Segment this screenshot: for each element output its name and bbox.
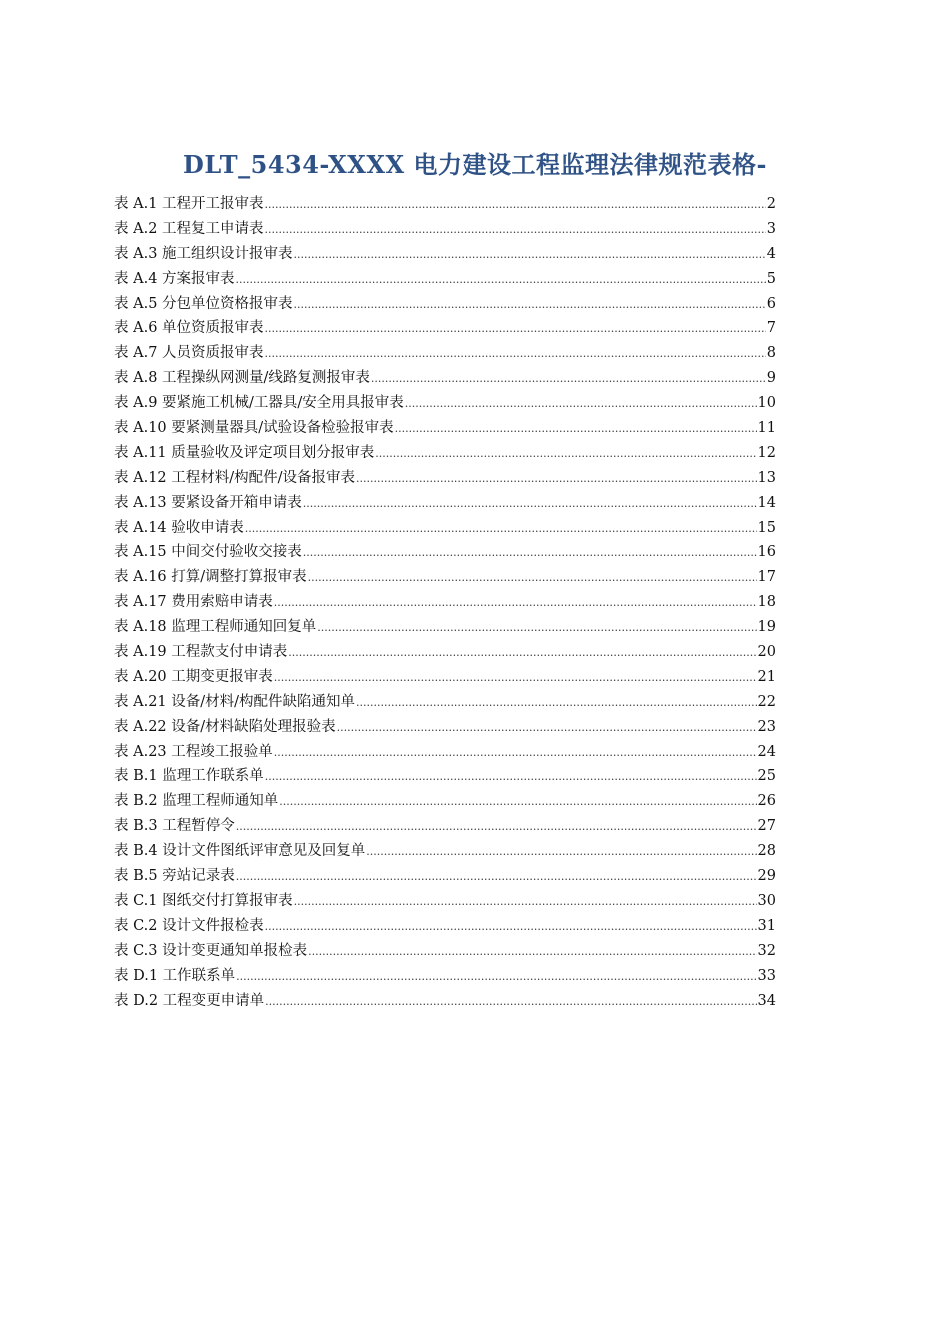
toc-dot-leader [265, 990, 756, 1015]
toc-dot-leader [265, 342, 766, 367]
toc-dot-leader [288, 641, 756, 666]
toc-entry[interactable] [114, 242, 776, 267]
toc-page-number: 9 [766, 370, 776, 387]
toc-page-number: 5 [766, 270, 776, 287]
toc-entry[interactable] [114, 565, 776, 590]
toc-entry-label: 表 A.11 质量验收及评定项目划分报审表 [114, 444, 375, 461]
toc-page-number: 13 [757, 469, 776, 486]
table-of-contents [114, 192, 776, 1013]
toc-entry[interactable] [114, 740, 776, 765]
toc-entry[interactable] [114, 217, 776, 242]
toc-page-number: 28 [757, 843, 776, 860]
toc-dot-leader [317, 616, 756, 641]
toc-page-number: 20 [757, 644, 776, 661]
toc-dot-leader [366, 840, 756, 865]
toc-entry-label: 表 A.16 打算/调整打算报审表 [114, 569, 307, 586]
toc-entry[interactable] [114, 764, 776, 789]
toc-dot-leader [371, 367, 766, 392]
toc-dot-leader [405, 392, 757, 417]
toc-page-number: 18 [757, 594, 776, 611]
toc-entry-label: 表 A.20 工期变更报审表 [114, 668, 273, 685]
toc-entry[interactable] [114, 391, 776, 416]
toc-entry-label: 表 B.5 旁站记录表 [114, 868, 235, 885]
toc-entry-label: 表 A.10 要紧测量器具/试验设备检验报审表 [114, 420, 394, 437]
toc-entry[interactable] [114, 316, 776, 341]
toc-entry-label: 表 A.12 工程材料/构配件/设备报审表 [114, 469, 356, 486]
toc-page-number: 32 [757, 942, 776, 959]
toc-dot-leader [279, 790, 756, 815]
toc-entry[interactable] [114, 540, 776, 565]
toc-page-number: 14 [757, 494, 776, 511]
toc-entry-label: 表 A.23 工程竣工报验单 [114, 743, 273, 760]
toc-dot-leader [236, 815, 757, 840]
toc-entry[interactable] [114, 590, 776, 615]
toc-page-number: 34 [757, 992, 776, 1009]
toc-dot-leader [375, 442, 756, 467]
toc-page-number: 16 [757, 544, 776, 561]
toc-page-number: 15 [757, 519, 776, 536]
toc-entry-label: 表 A.2 工程复工申请表 [114, 220, 264, 237]
toc-entry[interactable] [114, 292, 776, 317]
toc-entry[interactable] [114, 839, 776, 864]
toc-page-number: 10 [757, 395, 776, 412]
toc-page-number: 31 [757, 917, 776, 934]
toc-dot-leader [303, 492, 757, 517]
toc-entry-label: 表 B.4 设计文件图纸评审意见及回复单 [114, 843, 366, 860]
toc-dot-leader [294, 293, 766, 318]
toc-page-number: 27 [757, 818, 776, 835]
toc-entry-label: 表 B.1 监理工作联系单 [114, 768, 264, 785]
toc-entry-label: 表 A.9 要紧施工机械/工器具/安全用具报审表 [114, 395, 404, 412]
toc-entry[interactable] [114, 715, 776, 740]
toc-page-number: 8 [766, 345, 776, 362]
toc-entry-label: 表 D.2 工程变更申请单 [114, 992, 265, 1009]
toc-entry[interactable] [114, 267, 776, 292]
toc-entry-label: 表 A.22 设备/材料缺陷处理报验表 [114, 718, 336, 735]
toc-dot-leader [274, 591, 757, 616]
toc-dot-leader [356, 691, 757, 716]
toc-page-number: 11 [757, 420, 776, 437]
toc-dot-leader [274, 741, 757, 766]
toc-entry[interactable] [114, 341, 776, 366]
document-title: DLT_5434-XXXX 电力建设工程监理法律规范表格- [183, 150, 767, 179]
toc-page-number: 21 [757, 668, 776, 685]
toc-page-number: 30 [757, 892, 776, 909]
toc-entry-label: 表 B.2 监理工程师通知单 [114, 793, 279, 810]
toc-entry[interactable] [114, 366, 776, 391]
toc-entry[interactable] [114, 441, 776, 466]
toc-dot-leader [236, 268, 766, 293]
toc-dot-leader [265, 915, 757, 940]
toc-entry-label: 表 A.15 中间交付验收交接表 [114, 544, 302, 561]
toc-entry[interactable] [114, 640, 776, 665]
toc-page-number: 19 [757, 619, 776, 636]
toc-page-number: 25 [757, 768, 776, 785]
toc-dot-leader [274, 666, 757, 691]
toc-entry[interactable] [114, 789, 776, 814]
toc-entry[interactable] [114, 665, 776, 690]
toc-page-number: 12 [757, 444, 776, 461]
toc-entry-label: 表 D.1 工作联系单 [114, 967, 236, 984]
toc-entry-label: 表 B.3 工程暂停令 [114, 818, 235, 835]
toc-page-number: 29 [757, 868, 776, 885]
toc-page-number: 4 [766, 245, 776, 262]
toc-entry-label: 表 A.14 验收申请表 [114, 519, 244, 536]
toc-page-number: 23 [757, 718, 776, 735]
toc-dot-leader [265, 193, 766, 218]
toc-page-number: 17 [757, 569, 776, 586]
toc-entry[interactable] [114, 516, 776, 541]
toc-entry-label: 表 A.4 方案报审表 [114, 270, 235, 287]
toc-entry-label: 表 A.1 工程开工报审表 [114, 196, 264, 212]
toc-dot-leader [294, 890, 757, 915]
toc-dot-leader [236, 965, 756, 990]
toc-entry-label: 表 A.7 人员资质报审表 [114, 345, 264, 362]
toc-dot-leader [245, 517, 757, 542]
toc-entry-label: 表 C.3 设计变更通知单报检表 [114, 942, 308, 959]
toc-dot-leader [337, 716, 757, 741]
toc-dot-leader [294, 243, 766, 268]
toc-entry-label: 表 A.5 分包单位资格报审表 [114, 295, 293, 312]
toc-page-number: 24 [757, 743, 776, 760]
toc-dot-leader [308, 940, 756, 965]
toc-entry[interactable] [114, 864, 776, 889]
toc-page-number: 26 [757, 793, 776, 810]
toc-dot-leader [265, 317, 766, 342]
toc-entry-label: 表 A.17 费用索赔申请表 [114, 594, 273, 611]
toc-page-number: 22 [757, 693, 776, 710]
toc-dot-leader [265, 218, 766, 243]
toc-dot-leader [356, 467, 757, 492]
toc-entry[interactable] [114, 989, 776, 1014]
toc-page-number: 7 [766, 320, 776, 337]
toc-entry[interactable] [114, 964, 776, 989]
toc-dot-leader [303, 541, 757, 566]
toc-entry[interactable] [114, 814, 776, 839]
toc-page-number: 6 [766, 295, 776, 312]
toc-entry-label: 表 A.21 设备/材料/构配件缺陷通知单 [114, 693, 356, 710]
toc-entry-label: 表 C.2 设计文件报检表 [114, 917, 264, 934]
toc-page-number: 33 [757, 967, 776, 984]
toc-entry[interactable] [114, 416, 776, 441]
toc-entry[interactable] [114, 192, 776, 217]
toc-entry[interactable] [114, 615, 776, 640]
toc-dot-leader [395, 417, 757, 442]
toc-dot-leader [236, 865, 757, 890]
toc-entry[interactable] [114, 491, 776, 516]
toc-entry-label: 表 C.1 图纸交付打算报审表 [114, 892, 293, 909]
toc-entry[interactable] [114, 466, 776, 491]
toc-entry[interactable] [114, 914, 776, 939]
toc-dot-leader [265, 765, 757, 790]
toc-dot-leader [308, 566, 757, 591]
toc-entry-label: 表 A.18 监理工程师通知回复单 [114, 619, 317, 636]
toc-entry[interactable] [114, 889, 776, 914]
toc-entry[interactable] [114, 939, 776, 964]
toc-page-number: 2 [766, 196, 776, 212]
toc-page-number: 3 [766, 220, 776, 237]
toc-entry-label: 表 A.19 工程款支付申请表 [114, 644, 288, 661]
toc-entry[interactable] [114, 690, 776, 715]
toc-entry-label: 表 A.13 要紧设备开箱申请表 [114, 494, 302, 511]
toc-entry-label: 表 A.3 施工组织设计报审表 [114, 245, 293, 262]
toc-entry-label: 表 A.6 单位资质报审表 [114, 320, 264, 337]
toc-entry-label: 表 A.8 工程操纵网测量/线路复测报审表 [114, 370, 370, 387]
